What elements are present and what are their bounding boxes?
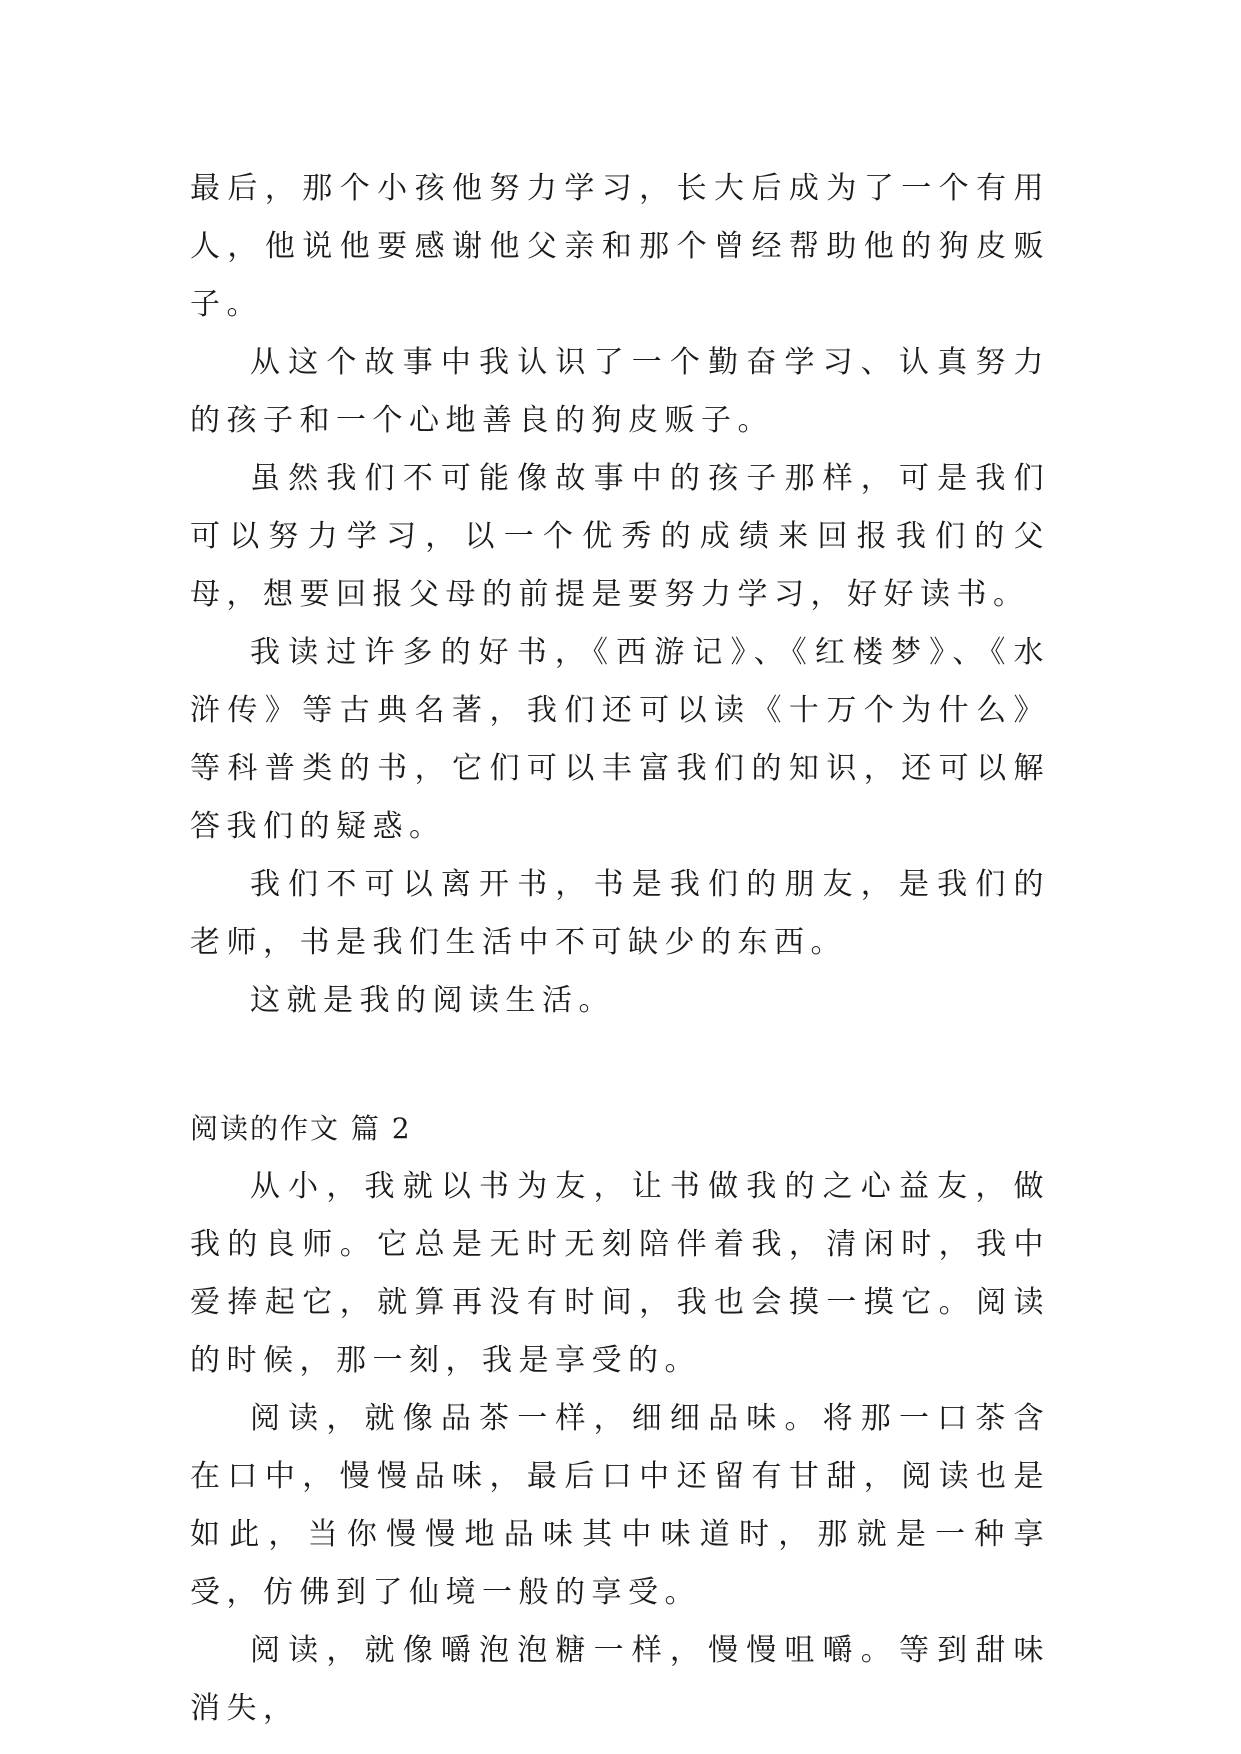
section-title: 阅读的作文 篇 2 (190, 1112, 412, 1145)
paragraph: 最后，那个小孩他努力学习，长大后成为了一个有用人，他说他要感谢他父亲和那个曾经帮助他的狗皮贩子。 (190, 171, 1050, 322)
paragraph: 阅读，就像嚼泡泡糖一样，慢慢咀嚼。等到甜味消失， (190, 1633, 1050, 1726)
paragraph: 从小，我就以书为友，让书做我的之心益友，做我的良师。它总是无时无刻陪伴着我，清闲时，我中爱捧起它，就算再没有时间，我也会摸一摸它。阅读的时候，那一刻，我是享受的。 (190, 1169, 1050, 1378)
paragraph: 阅读，就像品茶一样，细细品味。将那一口茶含在口中，慢慢品味，最后口中还留有甘甜，阅读也是如此，当你慢慢地品味其中味道时，那就是一种享受，仿佛到了仙境一般的享受。 (190, 1401, 1050, 1610)
paragraph: 我们不可以离开书，书是我们的朋友，是我们的老师，书是我们生活中不可缺少的东西。 (190, 867, 1050, 960)
paragraph: 虽然我们不可能像故事中的孩子那样，可是我们可以努力学习，以一个优秀的成绩来回报我们的父母，想要回报父母的前提是要努力学习，好好读书。 (190, 461, 1050, 612)
paragraph: 我读过许多的好书，《西游记》、《红楼梦》、《水浒传》等古典名著，我们还可以读《十万个为什么》等科普类的书，它们可以丰富我们的知识，还可以解答我们的疑惑。 (190, 635, 1050, 844)
document-body (190, 160, 1050, 1738)
paragraph: 从这个故事中我认识了一个勤奋学习、认真努力的孩子和一个心地善良的狗皮贩子。 (190, 345, 1050, 438)
paragraph: 这就是我的阅读生活。 (250, 983, 615, 1018)
